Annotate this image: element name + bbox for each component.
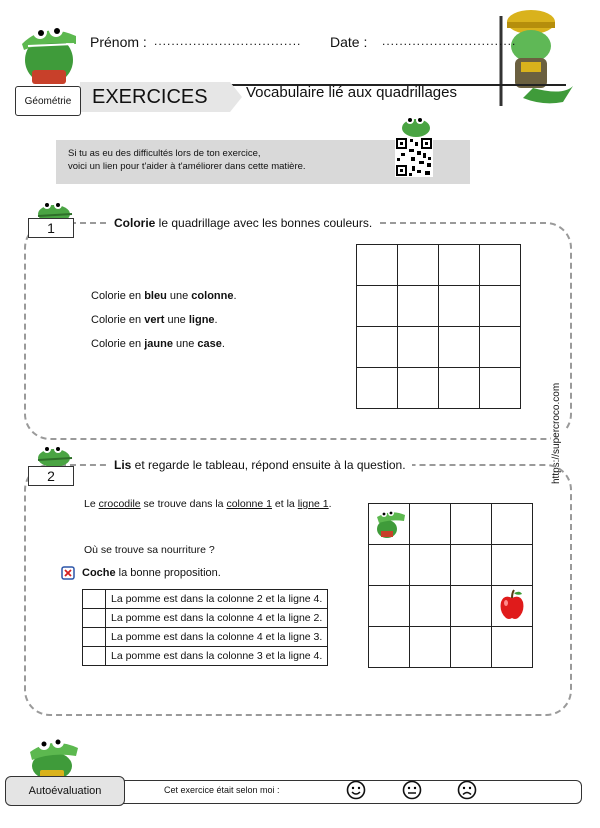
exercise-1-title (108, 216, 378, 230)
grid-cell[interactable] (439, 286, 480, 327)
grid-cell[interactable] (357, 368, 398, 409)
grid-cell[interactable] (357, 286, 398, 327)
prenom-field[interactable]: .................................. (154, 34, 302, 48)
option-text: La pomme est dans la colonne 2 et la ligne 4. (106, 590, 328, 609)
grid-cell[interactable] (439, 368, 480, 409)
grid-cell[interactable] (398, 286, 439, 327)
banner-arrow (230, 82, 242, 112)
option-row[interactable] (83, 647, 328, 666)
question-text: Où se trouve sa nourriture ? (84, 544, 215, 556)
date-field[interactable]: ............................... (382, 34, 517, 48)
grid-cell[interactable] (480, 327, 521, 368)
grid-cell[interactable] (357, 245, 398, 286)
title-bold: Lis (114, 458, 132, 472)
options-table (82, 589, 328, 666)
grid-cell (492, 545, 533, 586)
option-checkbox[interactable] (83, 628, 106, 647)
grid-cell (492, 627, 533, 668)
grid-cell[interactable] (357, 327, 398, 368)
instruction-3: Colorie en jaune une case. (91, 338, 225, 350)
grid-cell[interactable] (439, 327, 480, 368)
grid-cell[interactable] (439, 245, 480, 286)
happy-face-icon[interactable] (346, 780, 366, 800)
crocodile-mascot-icon (14, 14, 84, 88)
exercise-1-number: 1 (28, 218, 74, 238)
grid-cell (492, 504, 533, 545)
option-text: La pomme est dans la colonne 3 et la ligne 4. (106, 647, 328, 666)
title-rest: le quadrillage avec les bonnes couleurs. (155, 216, 373, 230)
neutral-face-icon[interactable] (402, 780, 422, 800)
grid-cell (451, 586, 492, 627)
grid-cell (451, 627, 492, 668)
crocodile-icon (371, 507, 407, 541)
grid-cell (451, 545, 492, 586)
crocodile-explorer-icon (493, 6, 575, 112)
help-line-2: voici un lien pour t'aider à t'améliorer dans cette matière. (68, 161, 306, 172)
autoeval-tab: Autoévaluation (5, 776, 125, 806)
small-crocodile-icon (398, 112, 434, 138)
exercices-banner: EXERCICES (80, 82, 230, 112)
date-label: Date : (330, 34, 368, 50)
grid-cell (410, 586, 451, 627)
coche-instruction: Coche la bonne proposition. (82, 567, 221, 579)
grid-cell (369, 586, 410, 627)
grid-cell (410, 627, 451, 668)
grid-cell[interactable] (480, 245, 521, 286)
option-row[interactable] (83, 590, 328, 609)
grid-cell (492, 586, 533, 627)
sad-face-icon[interactable] (457, 780, 477, 800)
crocodile-autoeval-icon (24, 732, 82, 782)
exercise-2-number: 2 (28, 466, 74, 486)
option-text: La pomme est dans la colonne 4 et la ligne 3. (106, 628, 328, 647)
option-checkbox[interactable] (83, 590, 106, 609)
option-row[interactable] (83, 609, 328, 628)
grid-cell (369, 545, 410, 586)
grid-cell (369, 627, 410, 668)
option-text: La pomme est dans la colonne 4 et la ligne 2. (106, 609, 328, 628)
side-url[interactable]: https://supercroco.com (551, 412, 565, 484)
prenom-label: Prénom : (90, 34, 147, 50)
exercise-2-title (108, 458, 412, 472)
grid-cell[interactable] (398, 327, 439, 368)
crocodile-grid (368, 503, 533, 668)
coloring-grid (356, 244, 521, 409)
help-line-1: Si tu as eu des difficultés lors de ton exercice, (68, 148, 261, 159)
grid-cell[interactable] (480, 286, 521, 327)
x-checkbox-icon (61, 566, 75, 580)
option-checkbox[interactable] (83, 609, 106, 628)
title-bold: Colorie (114, 216, 156, 230)
autoeval-prompt: Cet exercice était selon moi : (164, 785, 280, 795)
crocodile-tab-icon (34, 440, 74, 468)
instruction-2: Colorie en vert une ligne. (91, 314, 218, 326)
apple-icon (494, 588, 530, 624)
qr-code-icon[interactable] (395, 137, 433, 177)
instruction-1: Colorie en bleu une colonne. (91, 290, 237, 302)
grid-cell (410, 545, 451, 586)
grid-cell (451, 504, 492, 545)
croc-position-sentence: Le crocodile se trouve dans la colonne 1 et la ligne 1. (84, 498, 332, 510)
grid-cell[interactable] (398, 245, 439, 286)
grid-cell (369, 504, 410, 545)
grid-cell (410, 504, 451, 545)
option-row[interactable] (83, 628, 328, 647)
grid-cell[interactable] (398, 368, 439, 409)
subject-tab: Géométrie (15, 86, 81, 116)
option-checkbox[interactable] (83, 647, 106, 666)
topic-title: Vocabulaire lié aux quadrillages (246, 84, 457, 101)
grid-cell[interactable] (480, 368, 521, 409)
title-rest: et regarde le tableau, répond ensuite à la question. (131, 458, 406, 472)
